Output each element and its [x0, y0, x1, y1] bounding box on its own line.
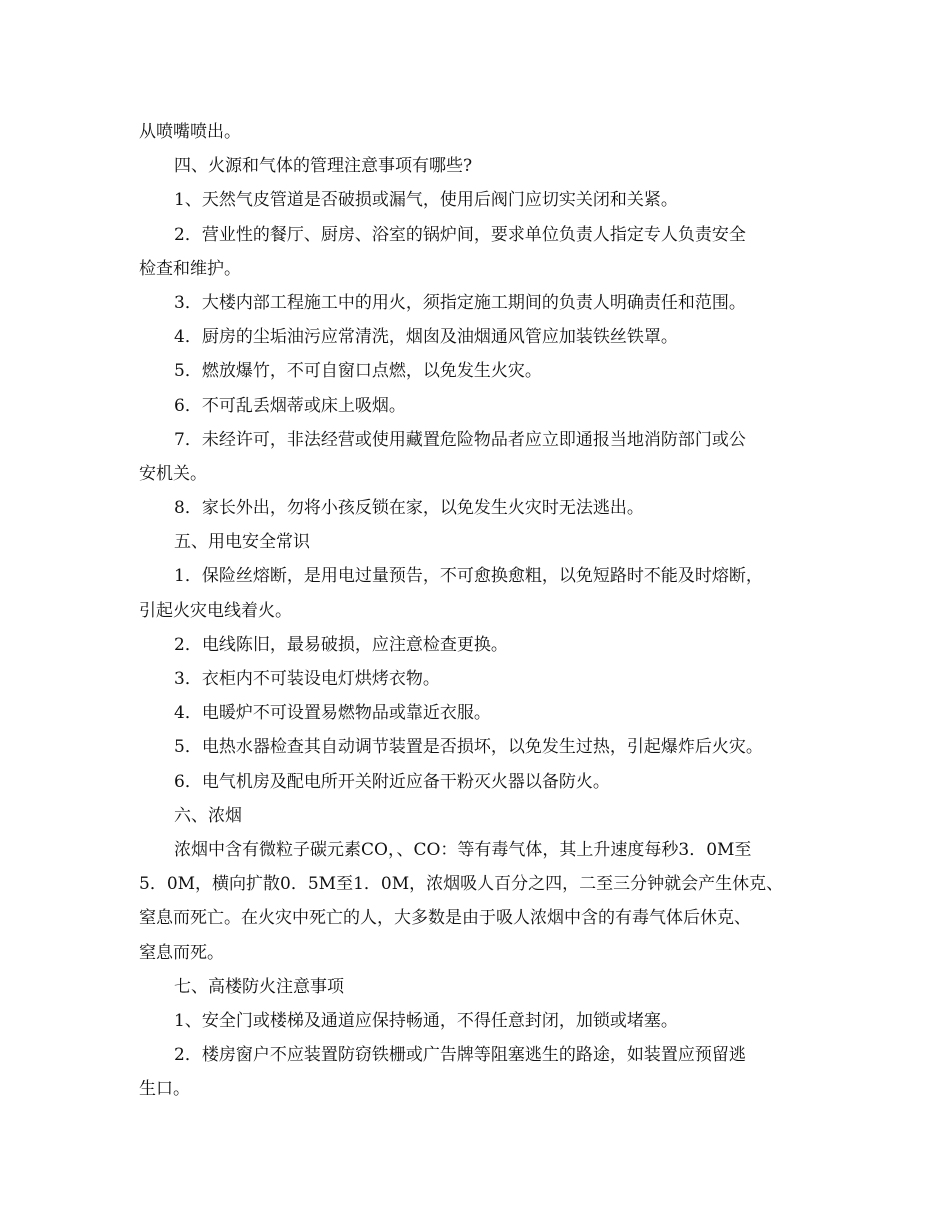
section-heading-highrise: 七、高楼防火注意事项: [174, 976, 344, 997]
section-heading-electrical-safety: 五、用电安全常识: [174, 532, 310, 553]
list-item-continuation: 生口。: [139, 1079, 190, 1100]
list-item: 5．电热水器检查其自动调节装置是否损坏，以免发生过热，引起爆炸后火灾。: [174, 737, 763, 758]
list-item: 2．楼房窗户不应装置防窃铁栅或广告牌等阻塞逃生的路途，如装置应预留逃: [174, 1045, 746, 1066]
list-item: 8．家长外出，勿将小孩反锁在家，以免发生火灾时无法逃出。: [174, 498, 644, 519]
list-item: 4．厨房的尘垢油污应常清洗，烟囱及油烟通风管应加装铁丝铁罩。: [174, 327, 678, 348]
list-item: 2．营业性的餐厅、厨房、浴室的锅炉间，要求单位负责人指定专人负责安全: [174, 224, 746, 245]
paragraph-continuation: 窒息而死。: [139, 942, 224, 963]
section-heading-smoke: 六、浓烟: [174, 805, 242, 826]
list-item: 1、天然气皮管道是否破损或漏气，使用后阀门应切实关闭和关紧。: [174, 190, 678, 211]
list-item: 3．大楼内部工程施工中的用火，须指定施工期间的负责人明确责任和范围。: [174, 292, 746, 313]
paragraph-continuation: 从喷嘴喷出。: [139, 122, 241, 142]
list-item-continuation: 引起火灾电线着火。: [139, 600, 292, 621]
list-item: 6．不可乱丢烟蒂或床上吸烟。: [174, 395, 406, 416]
document-page: [139, 115, 819, 1106]
list-item: 6．电气机房及配电所开关附近应备干粉灭火器以备防火。: [174, 771, 610, 792]
list-item: 3．衣柜内不可装设电灯烘烤衣物。: [174, 669, 440, 689]
list-item: 1、安全门或楼梯及通道应保持畅通，不得任意封闭，加锁或堵塞。: [174, 1010, 678, 1031]
list-item: 5．燃放爆竹，不可自窗口点燃，以免发生火灾。: [174, 361, 542, 382]
section-heading-fire-gas: 四、火源和气体的管理注意事项有哪些?: [174, 156, 473, 177]
paragraph: 浓烟中含有微粒子碳元素CO，、CO：等有毒气体，其上升速度每秒3．0M至: [174, 839, 752, 860]
list-item: 2．电线陈旧，最易破损，应注意检查更换。: [174, 634, 508, 655]
list-item: 1．保险丝熔断，是用电过量预告，不可愈换愈粗，以免短路时不能及时熔断，: [174, 566, 763, 587]
list-item-continuation: 安机关。: [139, 463, 207, 484]
list-item: 4．电暖炉不可设置易燃物品或靠近衣服。: [174, 703, 491, 724]
paragraph-continuation: 5．0M，横向扩散0．5M至1．0M，浓烟吸人百分之四，二至三分钟就会产生休克、: [139, 874, 784, 895]
list-item: 7．未经许可，非法经营或使用藏置危险物品者应立即通报当地消防部门或公: [174, 429, 746, 450]
list-item-continuation: 检查和维护。: [139, 258, 241, 279]
paragraph-continuation: 窒息而死亡。在火灾中死亡的人，大多数是由于吸人浓烟中含的有毒气体后休克、: [139, 908, 751, 929]
